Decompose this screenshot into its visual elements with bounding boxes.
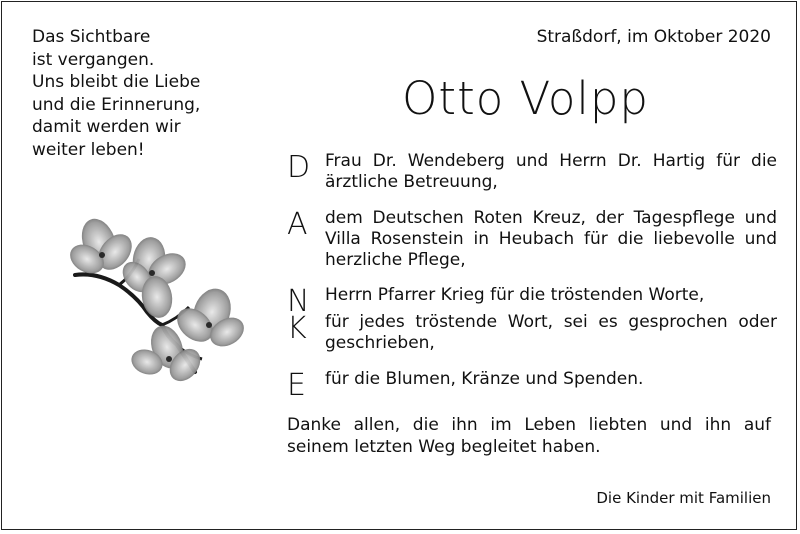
thanks-list [287,145,777,403]
acrostic-letter: K [287,311,307,346]
thanks-item [287,279,777,319]
acrostic-letter: D [287,150,311,185]
place-date: Straßdorf, im Oktober 2020 [536,27,771,47]
acrostic-letter: E [287,368,306,403]
signature: Die Kinder mit Familien [596,489,771,507]
closing-text: Danke allen, die ihn im Leben liebten und ihn auf seinem letzten Weg begleitet haben. [287,415,771,457]
orchid-branch-image [27,197,247,402]
poem-line: Das Sichtbare [32,27,151,47]
poem [32,26,200,161]
deceased-name: Otto Volpp [402,72,649,125]
poem-line: und die Erinnerung, [32,94,201,115]
poem-line: damit werden wir [32,117,181,137]
thanks-item [287,363,777,403]
obituary-card [1,1,797,530]
thanks-item [287,145,777,202]
thanks-text: Frau Dr. Wendeberg und Herrn Dr. Hartig für die ärztliche Betreuung, [325,151,777,192]
thanks-text: für die Blumen, Kränze und Spenden. [325,369,644,389]
acrostic-letter: N [287,284,310,319]
thanks-text: dem Deutschen Roten Kreuz, der Tagespflege und Villa Rosenstein in Heubach für die liebevolle und herzliche Pflege, [325,208,777,270]
poem-line: weiter leben! [32,139,145,160]
thanks-text: Herrn Pfarrer Krieg für die tröstenden Worte, [325,285,705,305]
thanks-item [287,306,777,363]
thanks-text: für jedes tröstende Wort, sei es gesprochen oder geschrieben, [325,312,777,353]
thanks-item [287,202,777,279]
acrostic-letter: A [287,207,308,242]
poem-line: Uns bleibt die Liebe [32,72,201,92]
poem-line: ist vergangen. [32,49,155,70]
